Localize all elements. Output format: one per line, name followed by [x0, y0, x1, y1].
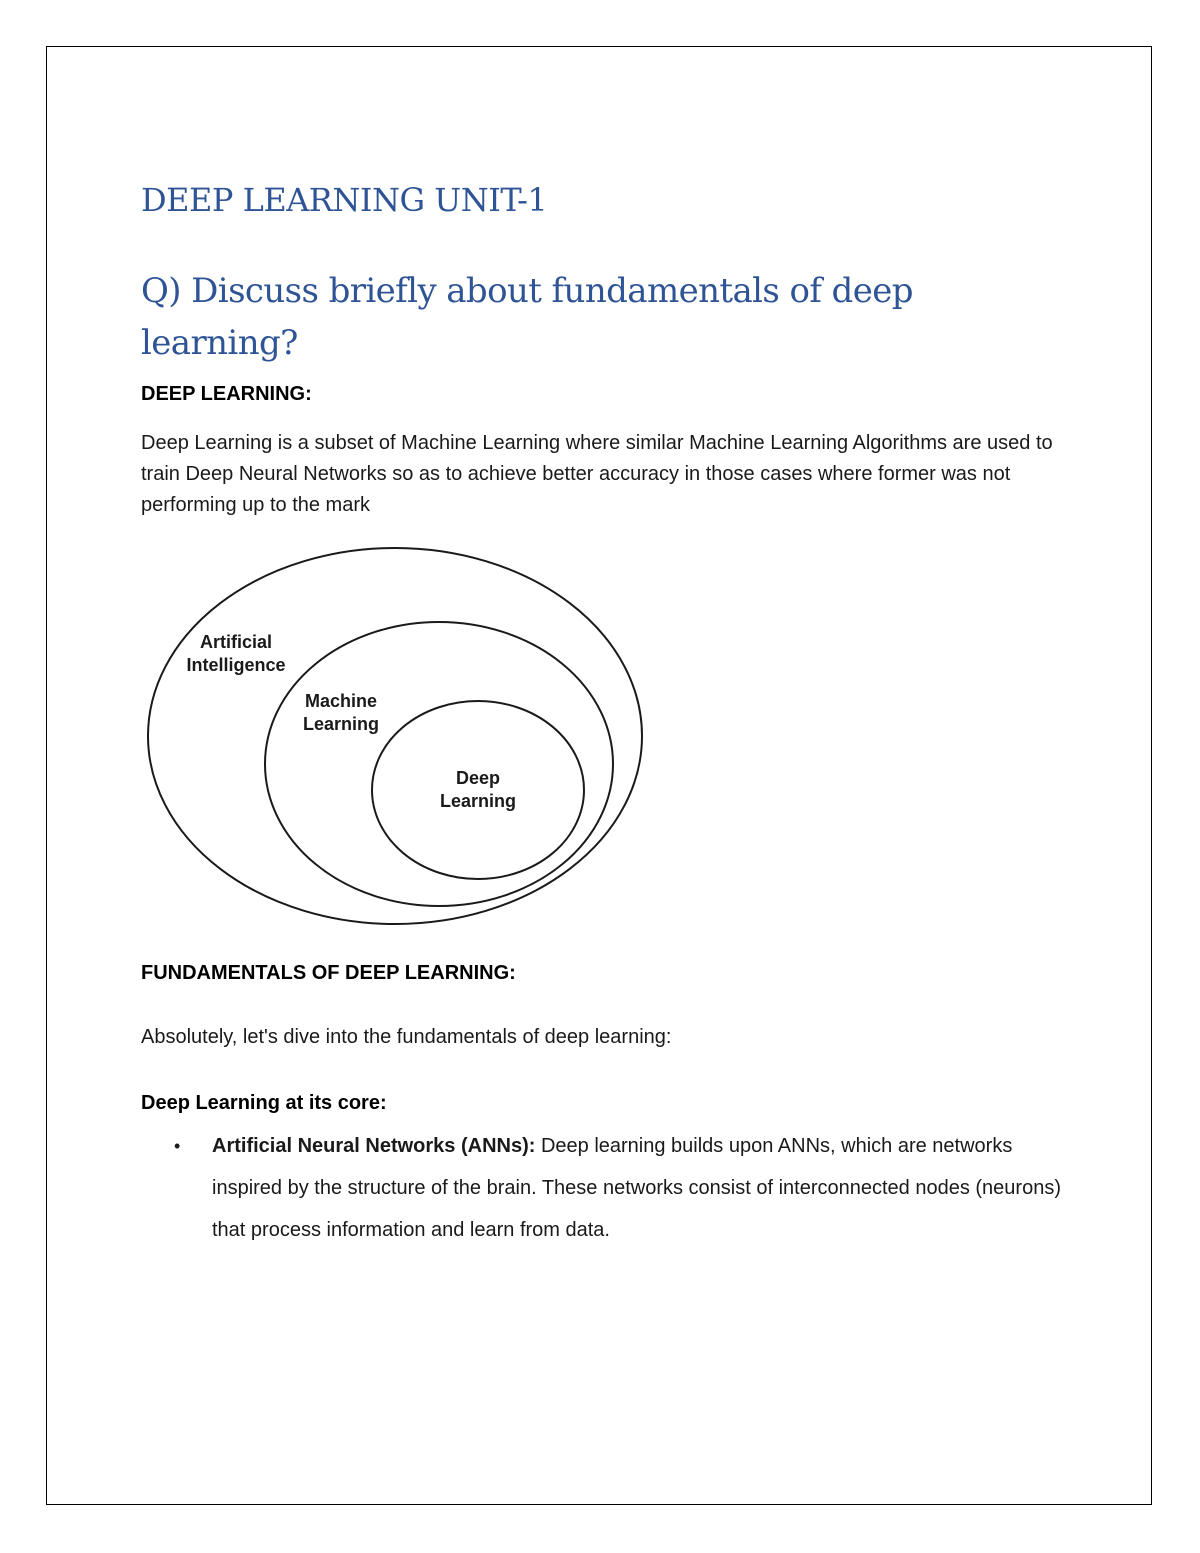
deep-learning-ellipse	[372, 701, 584, 879]
intelligence-label: Intelligence	[186, 655, 286, 675]
deep-label: Deep	[455, 768, 501, 788]
machine-learning-label: Learning	[302, 714, 380, 734]
core-bullet-list	[141, 1125, 1081, 1251]
artificial-label: Artificial	[199, 632, 273, 652]
fundamentals-intro: Absolutely, let's dive into the fundamentals of deep learning:	[141, 1026, 672, 1048]
deep-learning-heading: DEEP LEARNING:	[141, 383, 312, 405]
fundamentals-heading: FUNDAMENTALS OF DEEP LEARNING:	[141, 962, 516, 984]
question-heading: Q) Discuss briefly about fundamentals of deep learning?	[141, 271, 913, 363]
ann-description: Deep learning builds upon ANNs, which are networks inspired by the structure of the brain. These networks consist of interconnected nodes (neurons) that process information and learn from data.	[212, 1135, 1061, 1241]
machine-label: Machine	[304, 691, 378, 711]
machine-learning-ellipse	[265, 622, 613, 906]
ai-ml-dl-venn-diagram	[138, 540, 658, 935]
deep-learning-paragraph: Deep Learning is a subset of Machine Learning where similar Machine Learning Algorithms are used to train Deep Neural Networks so as to achieve better accuracy in those cases where former was not performing up to the mark	[141, 432, 1053, 516]
list-item	[141, 1125, 1081, 1251]
bullet-icon: •	[174, 1136, 181, 1156]
deep-learning-label: Learning	[439, 791, 517, 811]
ann-term: Artificial Neural Networks (ANNs):	[212, 1135, 536, 1157]
document-title: DEEP LEARNING UNIT-1	[141, 181, 548, 219]
core-subheading: Deep Learning at its core:	[141, 1092, 387, 1114]
